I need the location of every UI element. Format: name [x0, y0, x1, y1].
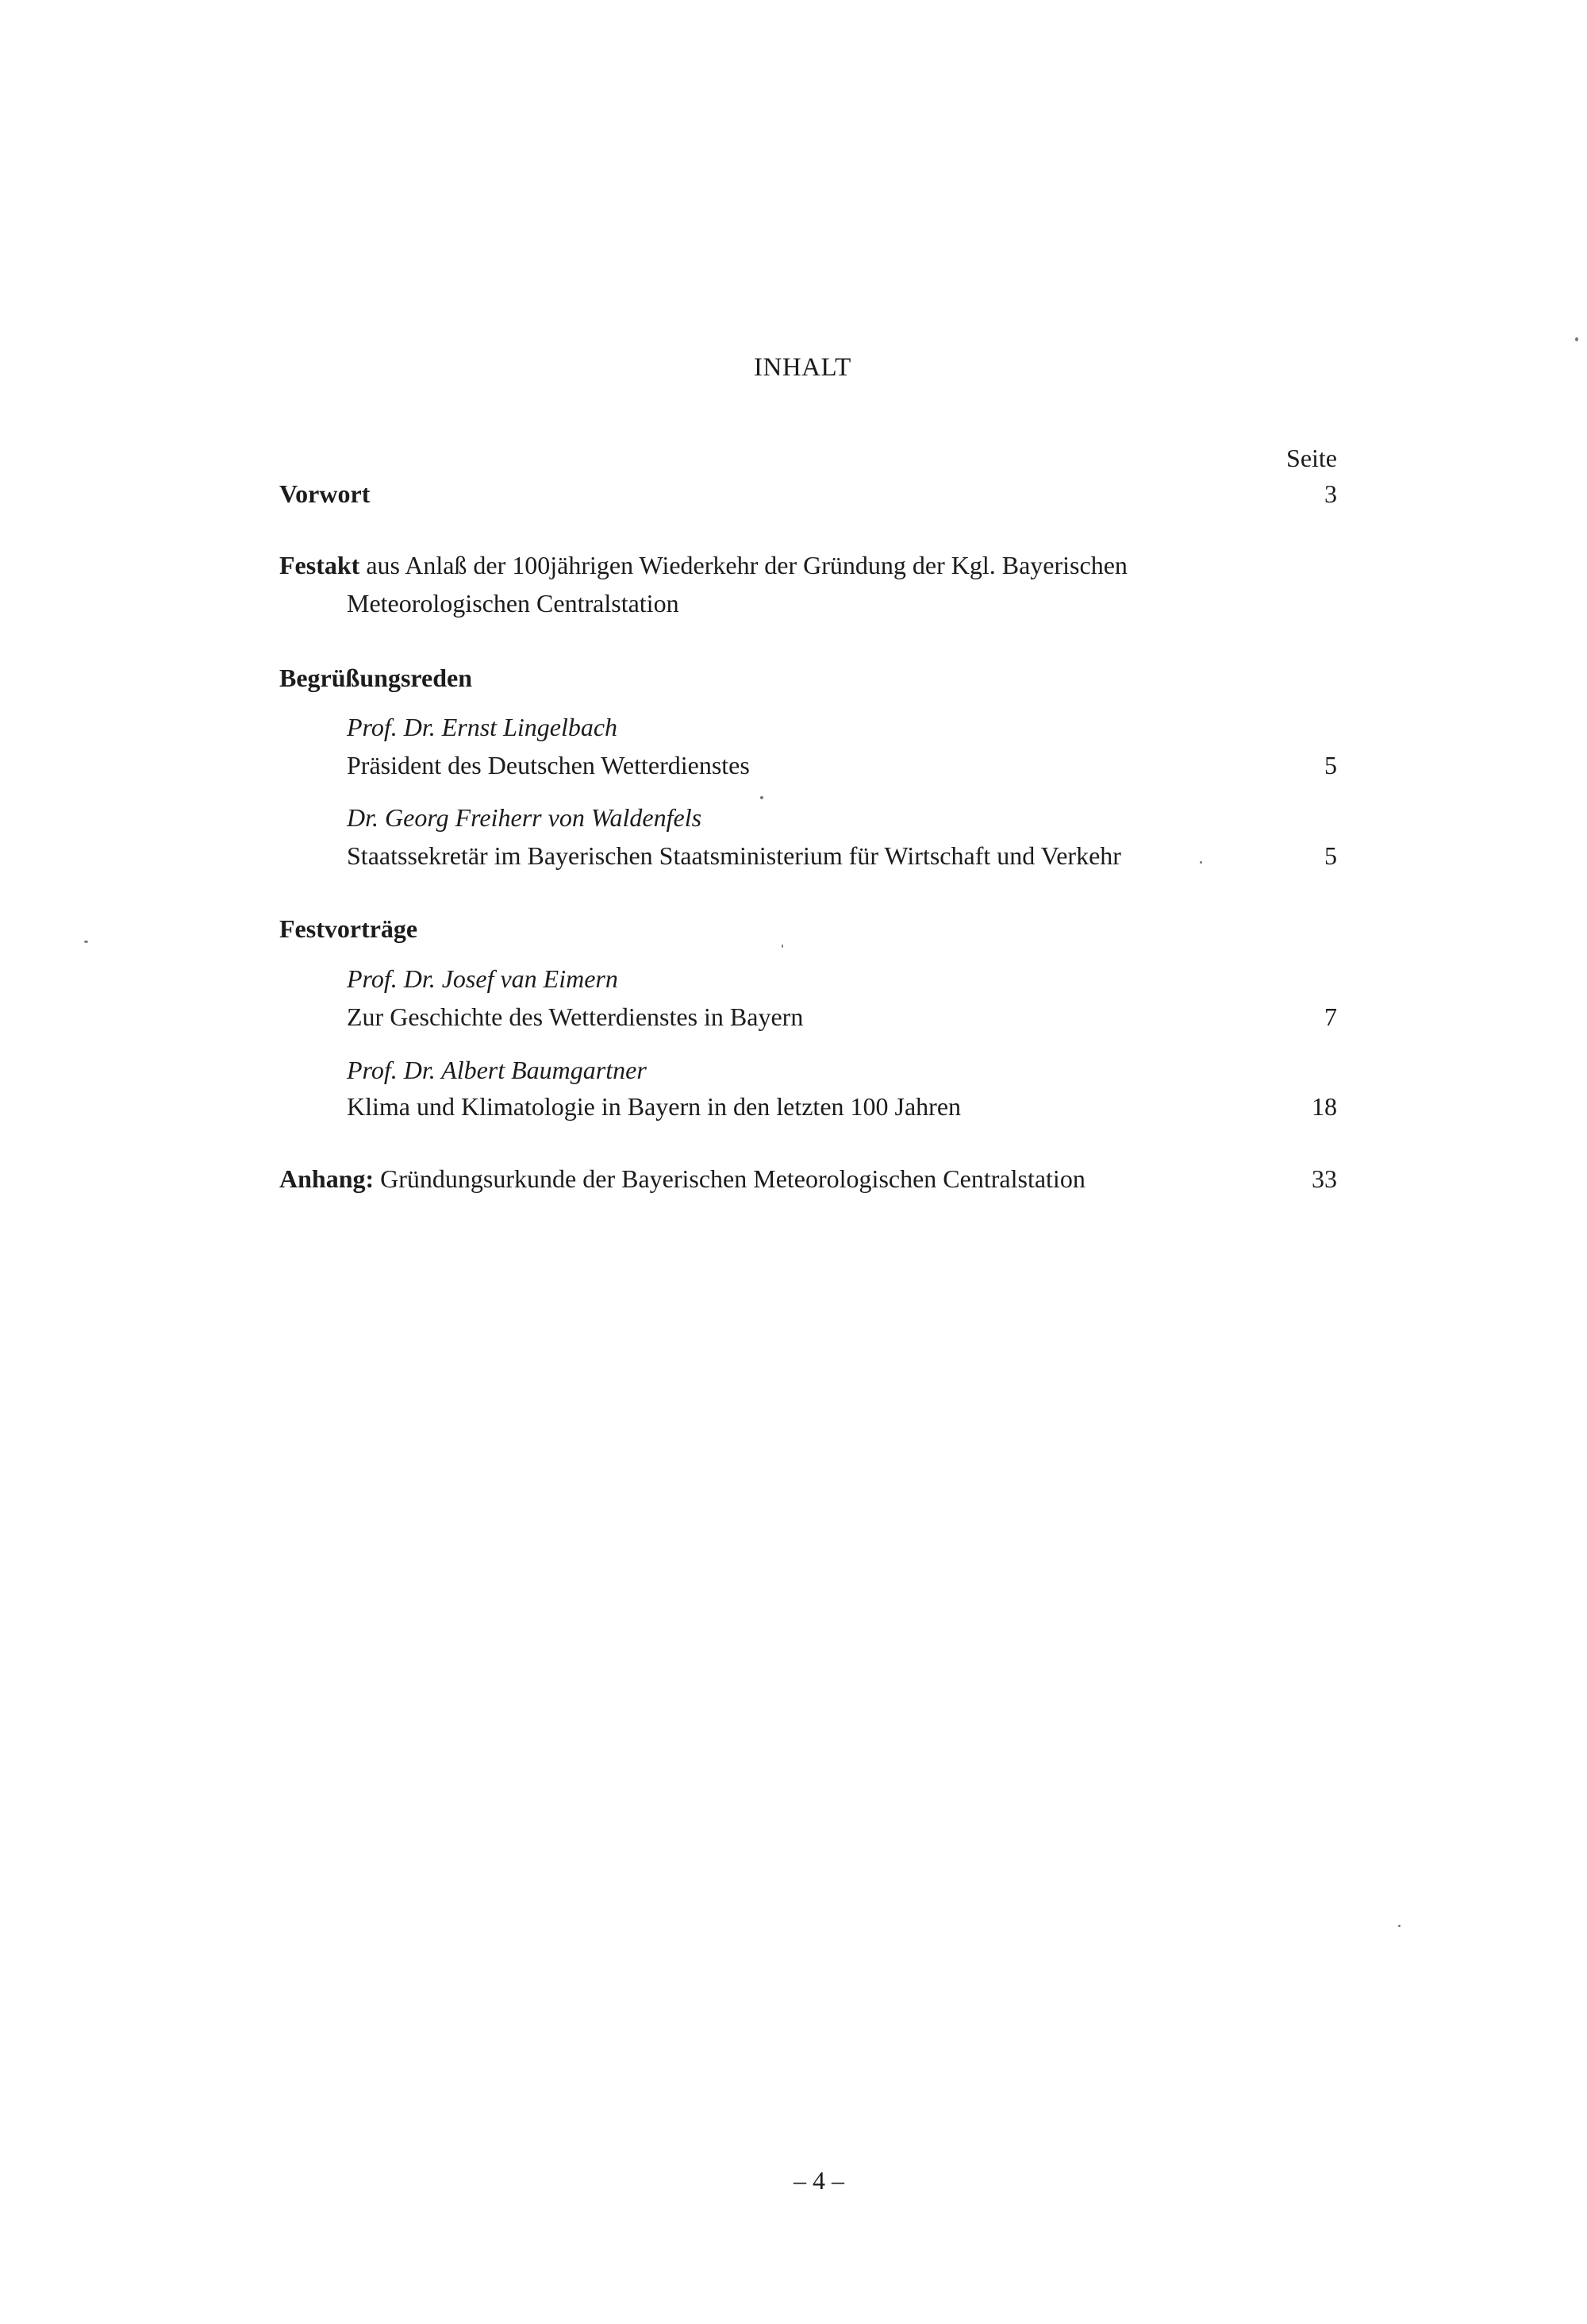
toc-entry-page: 5 — [1324, 841, 1337, 870]
toc-begruessung-heading: Begrüßungsreden — [279, 664, 473, 692]
toc-festvortraege-heading: Festvorträge — [279, 914, 418, 943]
page-column-label: Seite — [1286, 444, 1337, 472]
toc-festakt-line1 — [279, 549, 1128, 581]
scan-speck — [782, 945, 783, 948]
toc-entry-page: 18 — [1312, 1092, 1337, 1121]
toc-entry-title: Zur Geschichte des Wetterdienstes in Bayern — [347, 1002, 804, 1031]
page-title: INHALT — [754, 353, 851, 382]
scan-speck — [1200, 861, 1202, 864]
toc-festakt-rest: aus Anlaß der 100jährigen Wiederkehr der Gründung der Kgl. Bayerischen — [359, 551, 1128, 579]
toc-entry-author: Prof. Dr. Albert Baumgartner — [347, 1056, 647, 1084]
footer-page-number: – 4 – — [794, 2166, 844, 2195]
toc-vorwort-label: Vorwort — [279, 479, 371, 508]
scan-speck — [84, 941, 88, 943]
toc-entry-page: 7 — [1324, 1002, 1337, 1031]
toc-entry-title: Klima und Klimatologie in Bayern in den letzten 100 Jahren — [347, 1092, 962, 1121]
toc-entry-author: Prof. Dr. Josef van Eimern — [347, 964, 618, 993]
toc-anhang-bold: Anhang: — [279, 1164, 375, 1193]
scan-speck — [760, 796, 763, 799]
toc-entry-page: 5 — [1324, 751, 1337, 779]
toc-entry-author: Dr. Georg Freiherr von Waldenfels — [347, 803, 702, 832]
toc-anhang-page: 33 — [1312, 1164, 1337, 1193]
scan-speck — [1575, 337, 1578, 341]
toc-vorwort-page: 3 — [1324, 479, 1337, 508]
toc-anhang-line — [279, 1163, 1086, 1195]
scan-speck — [1398, 1925, 1401, 1927]
toc-festakt-line2: Meteorologischen Centralstation — [347, 589, 679, 618]
toc-entry-title: Staatssekretär im Bayerischen Staatsministerium für Wirtschaft und Verkehr — [347, 841, 1121, 870]
toc-entry-title: Präsident des Deutschen Wetterdienstes — [347, 751, 750, 779]
toc-anhang-rest: Gründungsurkunde der Bayerischen Meteorologischen Centralstation — [374, 1164, 1086, 1193]
toc-entry-author: Prof. Dr. Ernst Lingelbach — [347, 713, 618, 741]
toc-festakt-bold: Festakt — [279, 551, 360, 579]
